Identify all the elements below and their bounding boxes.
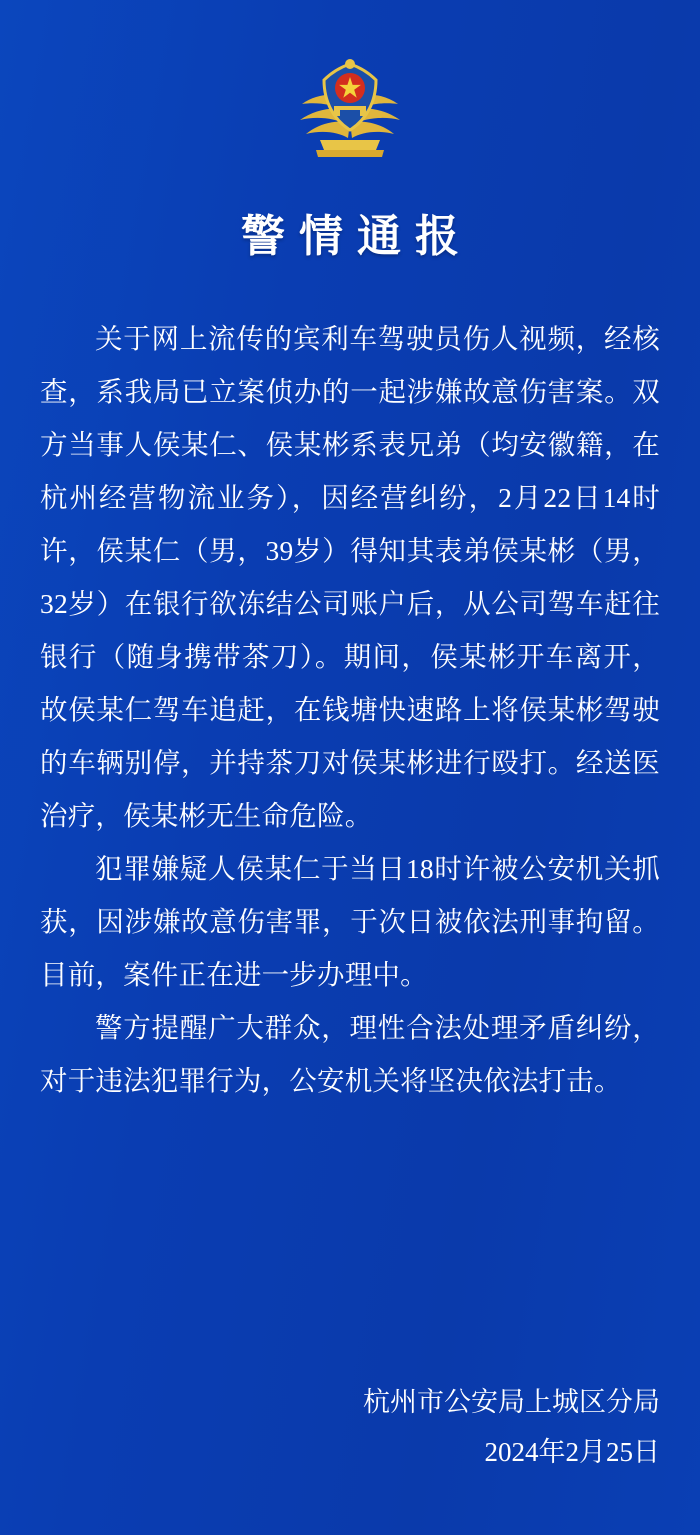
page-title: 警情通报 xyxy=(241,212,473,261)
signature-block xyxy=(363,1377,660,1477)
emblem-container xyxy=(40,0,660,166)
notice-body xyxy=(40,312,660,1107)
paragraph-1: 关于网上流传的宾利车驾驶员伤人视频，经核查，系我局已立案侦办的一起涉嫌故意伤害案。双方当事人侯某仁、侯某彬系表兄弟（均安徽籍，在杭州经营物流业务），因经营纠纷，2月22日14时许，侯某仁（男，39岁）得知其表弟侯某彬（男，32岁）在银行欲冻结公司账户后，从公司驾车赶往银行（随身携带茶刀）。期间，侯某彬开车离开，故侯某仁驾车追赶，在钱塘快速路上将侯某彬驾驶的车辆别停，并持茶刀对侯某彬进行殴打。经送医治疗，侯某彬无生命危险。 xyxy=(40,323,660,831)
paragraph-2: 犯罪嫌疑人侯某仁于当日18时许被公安机关抓获，因涉嫌故意伤害罪，于次日被依法刑事拘留。目前，案件正在进一步办理中。 xyxy=(40,853,660,990)
issuing-authority: 杭州市公安局上城区分局 xyxy=(363,1387,660,1417)
issue-date: 2024年2月25日 xyxy=(484,1437,660,1467)
china-police-badge-icon xyxy=(290,58,410,166)
paragraph-3: 警方提醒广大群众，理性合法处理矛盾纠纷，对于违法犯罪行为，公安机关将坚决依法打击。 xyxy=(40,1012,660,1096)
